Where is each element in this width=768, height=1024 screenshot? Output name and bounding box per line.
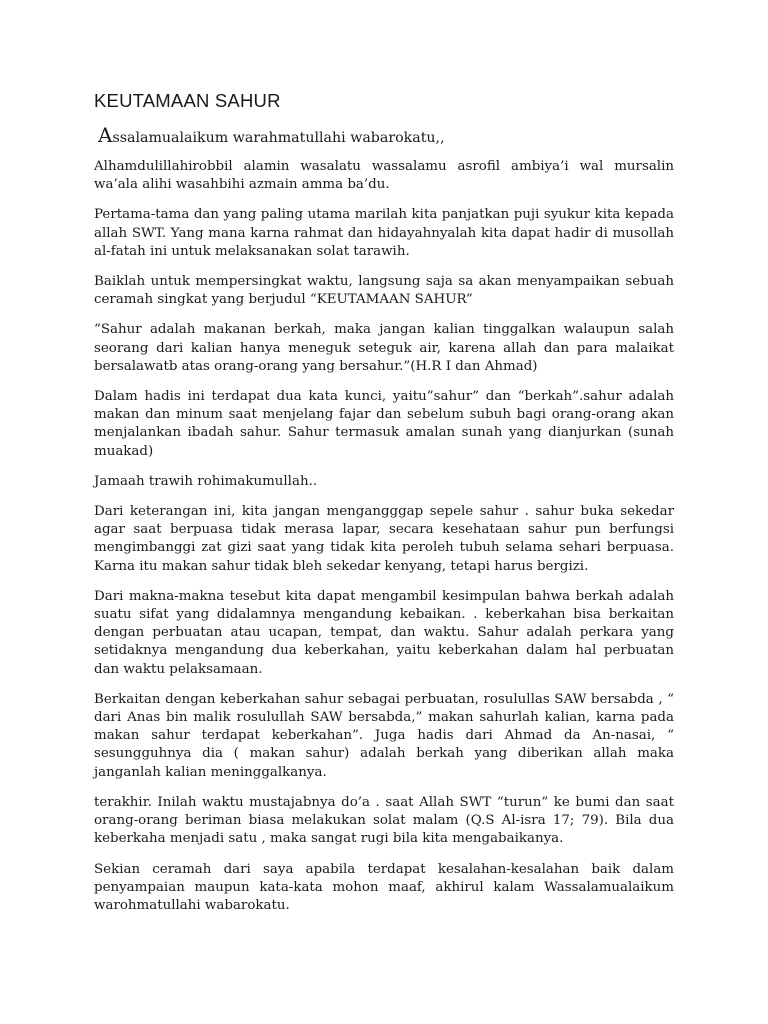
paragraph-closing: Sekian ceramah dari saya apabila terdapat kesalahan-kesalahan baik dalam penyampaian maupun kata-kata mohon maaf, akhirul kalam Wassalamualaikum warohmatullahi wabarokatu. bbox=[94, 861, 674, 913]
paragraph-conclusion: Dari makna-makna tesebut kita dapat mengambil kesimpulan bahwa berkah adalah suatu sifat yang didalamnya mengandung kebaikan. . keberkahan bisa berkaitan dengan perbuatan atau ucapan, tempat, dan waktu. Sahur adalah perkara yang setidaknya mengandung dua keberkahan, yaitu keberkahan dalam hal perbuatan dan waktu pelaksamaan. bbox=[94, 588, 674, 677]
greeting-text: ssalamualaikum warahmatullahi wabarokatu,, bbox=[112, 130, 445, 146]
paragraph-gratitude: Pertama-tama dan yang paling utama marilah kita panjatkan puji syukur kita kepada allah SWT. Yang mana karna rahmat dan hidayahnyalah kita dapat hadir di musollah al-fatah ini untuk melaksanakan solat tarawih. bbox=[94, 207, 674, 259]
paragraph-hadith-explanation: Dalam hadis ini terdapat dua kata kunci, yaitu”sahur” dan “berkah”.sahur adalah makan dan minum saat menjelang fajar dan sebelum subuh bagi orang-orang akan menjalankan ibadah sahur. Sahur termasuk amalan sunah yang dianjurkan (sunah muakad) bbox=[94, 389, 674, 459]
paragraph-time-blessing: terakhir. Inilah waktu mustajabnya do’a . saat Allah SWT “turun” ke bumi dan saat orang-orang beriman biasa melakukan solat malam (Q.S Al-isra 17; 79). Bila dua keberkaha menjadi satu , maka sangat rugi bila kita mengabaikanya. bbox=[94, 794, 674, 847]
greeting-initial: A bbox=[98, 123, 113, 147]
document-body bbox=[94, 88, 674, 927]
paragraph-address: Jamaah trawih rohimakumullah.. bbox=[94, 473, 318, 489]
paragraph-hadith-quote: “Sahur adalah makanan berkah, maka jangan kalian tinggalkan walaupun salah seorang dari kalian hanya meneguk seteguk air, karena allah dan para malaikat bersalawatb atas orang-orang yang bersahur.”(H.R I dan Ahmad) bbox=[94, 322, 674, 374]
document-title: KEUTAMAAN SAHUR bbox=[94, 90, 281, 111]
paragraph-introduction: Baiklah untuk mempersingkat waktu, langsung saja sa akan menyampaikan sebuah ceramah singkat yang berjudul “KEUTAMAAN SAHUR” bbox=[94, 274, 674, 308]
greeting-line bbox=[94, 124, 674, 149]
paragraph-opening: Alhamdulillahirobbil alamin wasalatu wassalamu asrofil ambiya’i wal mursalin wa’ala alihi wasahbihi azmain amma ba’du. bbox=[94, 159, 674, 193]
paragraph-deed-blessing: Berkaitan dengan keberkahan sahur sebagai perbuatan, rosulullas SAW bersabda , “ dari Anas bin malik rosulullah SAW bersabda,” makan sahurlah kalian, karna pada makan sahur terdapat keberkahan”. Juga hadis dari Ahmad da An-nasai, “ sesungguhnya dia ( makan sahur) adalah berkah yang diberikan allah maka janganlah kalian meninggalkanya. bbox=[94, 691, 674, 780]
paragraph-health: Dari keterangan ini, kita jangan mengangggap sepele sahur . sahur buka sekedar agar saat berpuasa tidak merasa lapar, secara kesehataan sahur pun berfungsi mengimbanggi zat gizi saat yang tidak kita peroleh tubuh selama sehari berpuasa. Karna itu makan sahur tidak bleh sekedar kenyang, tetapi harus bergizi. bbox=[94, 504, 674, 574]
